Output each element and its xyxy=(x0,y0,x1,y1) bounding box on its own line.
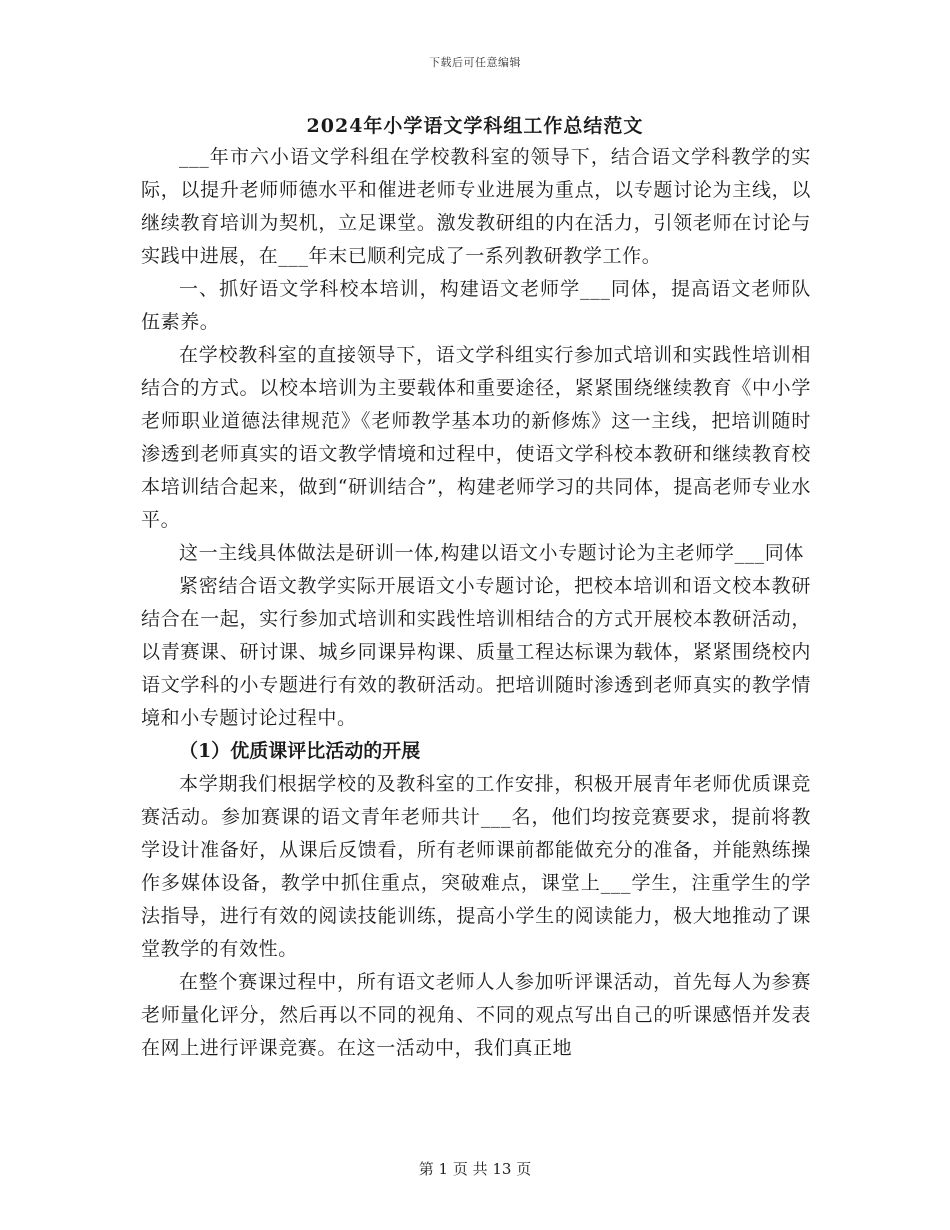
paragraph-intro: ___年市六小语文学科组在学校教科室的领导下，结合语文学科教学的实际，以提升老师师德水平和催进老师专业进展为重点，以专题讨论为主线，以继续教育培训为契机，立足课堂。激发教研组的内在活力，引领老师在讨论与实践中进展，在___年末已顺利完成了一系列教研教学工作。 xyxy=(141,146,811,267)
subheading-quality-lessons: （1）优质课评比活动的开展 xyxy=(179,740,421,762)
paragraph-mainline: 这一主线具体做法是研训一体,构建以语文小专题讨论为主老师学___同体 xyxy=(179,542,804,564)
paragraph-topic-discussion: 紧密结合语文教学实际开展语文小专题讨论，把校本培训和语文校本教研结合在一起，实行参加式培训和实践性培训相结合的方式开展校本教研活动，以青赛课、研讨课、城乡同课异构课、质量工程达标课为载体，紧紧围绕校内语文学科的小专题进行有效的教研活动。把培训随时渗透到老师真实的教学情境和小专题讨论过程中。 xyxy=(141,575,811,729)
paragraph-section-one: 一、抓好语文学科校本培训，构建语文老师学___同体，提高语文老师队伍素养。 xyxy=(141,278,811,333)
document-title: 2024年小学语文学科组工作总结范文 xyxy=(306,115,644,137)
paragraph-training: 在学校教科室的直接领导下，语文学科组实行参加式培训和实践性培训相结合的方式。以校本培训为主要载体和重要途径，紧紧围绕继续教育《中小学老师职业道德法律规范》《老师教学基本功的新修炼》这一主线，把培训随时渗透到老师真实的语文教学情境和过程中，使语文学科校本教研和继续教育校本培训结合起来，做到“研训结合”，构建老师学习的共同体，提高老师专业水平。 xyxy=(141,344,811,531)
paragraph-competition: 本学期我们根据学校的及教科室的工作安排，积极开展青年老师优质课竞赛活动。参加赛课的语文青年老师共计___名，他们均按竞赛要求，提前将教学设计准备好，从课后反馈看，所有老师课前都能做充分的准备，并能熟练操作多媒体设备，教学中抓住重点，突破难点，课堂上___学生，注重学生的学法指导，进行有效的阅读技能训练，提高小学生的阅读能力，极大地推动了课堂教学的有效性。 xyxy=(141,773,811,960)
page-header-note: 下载后可任意编辑 xyxy=(429,56,521,69)
paragraph-evaluation: 在整个赛课过程中，所有语文老师人人参加听评课活动，首先每人为参赛老师量化评分，然后再以不同的视角、不同的观点写出自己的听课感悟并发表在网上进行评课竞赛。在这一活动中，我们真正地 xyxy=(141,971,811,1059)
document-body xyxy=(141,141,811,1065)
page-indicator: 第 1 页 共 13 页 xyxy=(418,1160,532,1178)
